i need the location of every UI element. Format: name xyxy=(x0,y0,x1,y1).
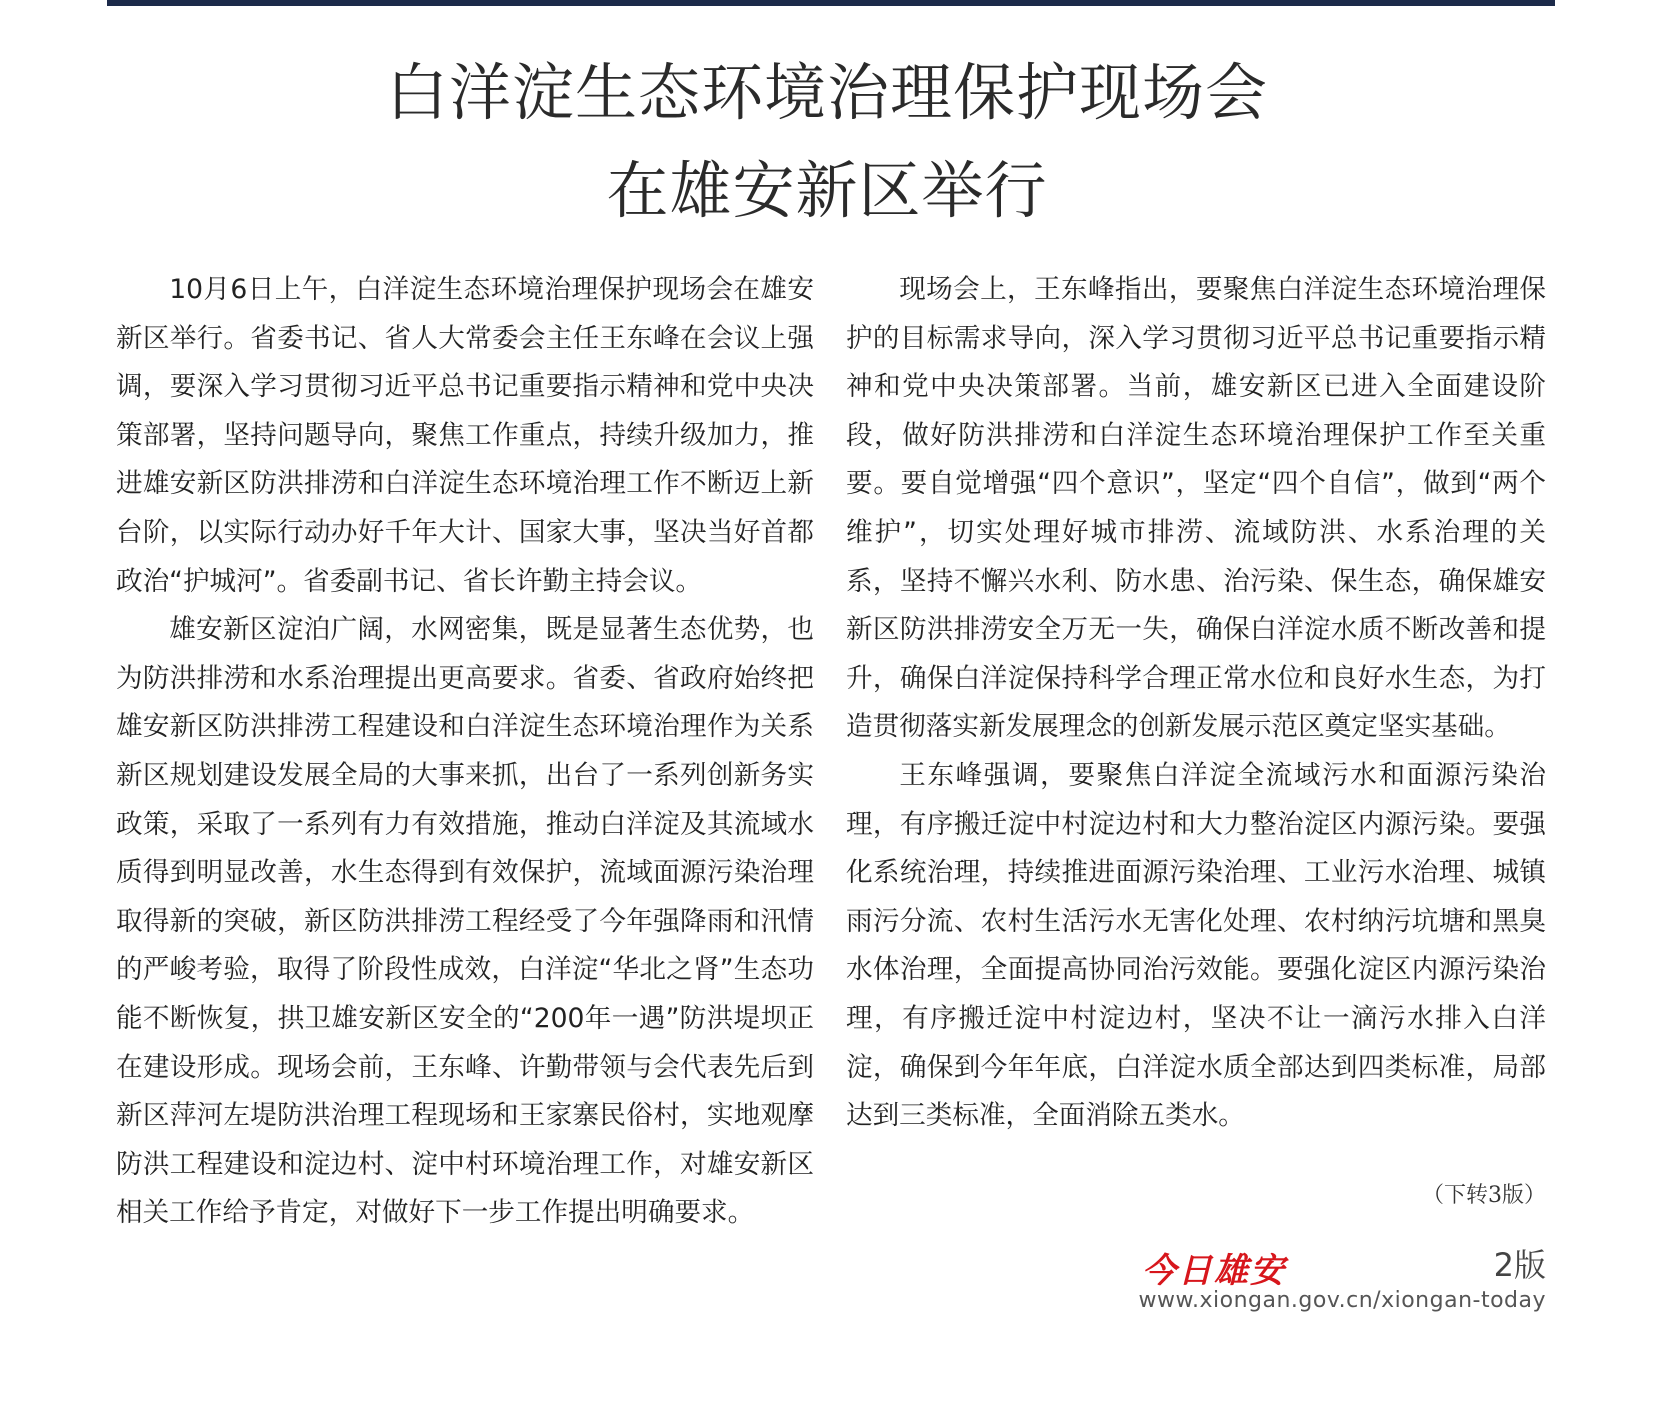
page-number: 2版 xyxy=(1493,1246,1546,1284)
paragraph: 10月6日上午，白洋淀生态环境治理保护现场会在雄安新区举行。省委书记、省人大常委会主任王东峰在会议上强调，要深入学习贯彻习近平总书记重要指示精神和党中央决策部署，坚持问题导向，聚焦工作重点，持续升级加力，推进雄安新区防洪排涝和白洋淀生态环境治理工作不断迈上新台阶，以实际行动办好千年大计、国家大事，坚决当好首都政治“护城河”。省委副书记、省长许勤主持会议。 xyxy=(116,274,814,597)
article-column-right xyxy=(846,266,1546,1141)
header-rule xyxy=(107,0,1555,6)
paragraph: 王东峰强调，要聚焦白洋淀全流域污水和面源污染治理，有序搬迁淀中村淀边村和大力整治淀区内源污染。要强化系统治理，持续推进面源污染治理、工业污水治理、城镇雨污分流、农村生活污水无害化处理、农村纳污坑塘和黑臭水体治理，全面提高协同治污效能。要强化淀区内源污染治理，有序搬迁淀中村淀边村，坚决不让一滴污水排入白洋淀，确保到今年年底，白洋淀水质全部达到四类标准，局部达到三类标准，全面消除五类水。 xyxy=(846,759,1546,1132)
site-url[interactable]: www.xiongan.gov.cn/xiongan-today xyxy=(1138,1288,1546,1313)
article-title-line-1: 白洋淀生态环境治理保护现场会 xyxy=(385,56,1268,129)
brand-logo: 今日雄安 xyxy=(1142,1251,1286,1291)
article-title-line-2: 在雄安新区举行 xyxy=(606,154,1048,227)
continued-note: （下转3版） xyxy=(1422,1183,1546,1208)
paragraph: 现场会上，王东峰指出，要聚焦白洋淀生态环境治理保护的目标需求导向，深入学习贯彻习近平总书记重要指示精神和党中央决策部署。当前，雄安新区已进入全面建设阶段，做好防洪排涝和白洋淀生态环境治理保护工作至关重要。要自觉增强“四个意识”，坚定“四个自信”，做到“两个维护”，切实处理好城市排涝、流域防洪、水系治理的关系，坚持不懈兴水利、防水患、治污染、保生态，确保雄安新区防洪排涝安全万无一失，确保白洋淀水质不断改善和提升，确保白洋淀保持科学合理正常水位和良好水生态，为打造贯彻落实新发展理念的创新发展示范区奠定坚实基础。 xyxy=(846,274,1546,743)
article-title xyxy=(0,44,1654,240)
paragraph: 雄安新区淀泊广阔，水网密集，既是显著生态优势，也为防洪排涝和水系治理提出更高要求。省委、省政府始终把雄安新区防洪排涝工程建设和白洋淀生态环境治理作为关系新区规划建设发展全局的大事来抓，出台了一系列创新务实政策，采取了一系列有力有效措施，推动白洋淀及其流域水质得到明显改善，水生态得到有效保护，流域面源污染治理取得新的突破，新区防洪排涝工程经受了今年强降雨和汛情的严峻考验，取得了阶段性成效，白洋淀“华北之肾”生态功能不断恢复，拱卫雄安新区安全的“200年一遇”防洪堤坝正在建设形成。现场会前，王东峰、许勤带领与会代表先后到新区萍河左堤防洪治理工程现场和王家寨民俗村，实地观摩防洪工程建设和淀边村、淀中村环境治理工作，对雄安新区相关工作给予肯定，对做好下一步工作提出明确要求。 xyxy=(116,614,814,1229)
article-column-left xyxy=(116,266,814,1238)
